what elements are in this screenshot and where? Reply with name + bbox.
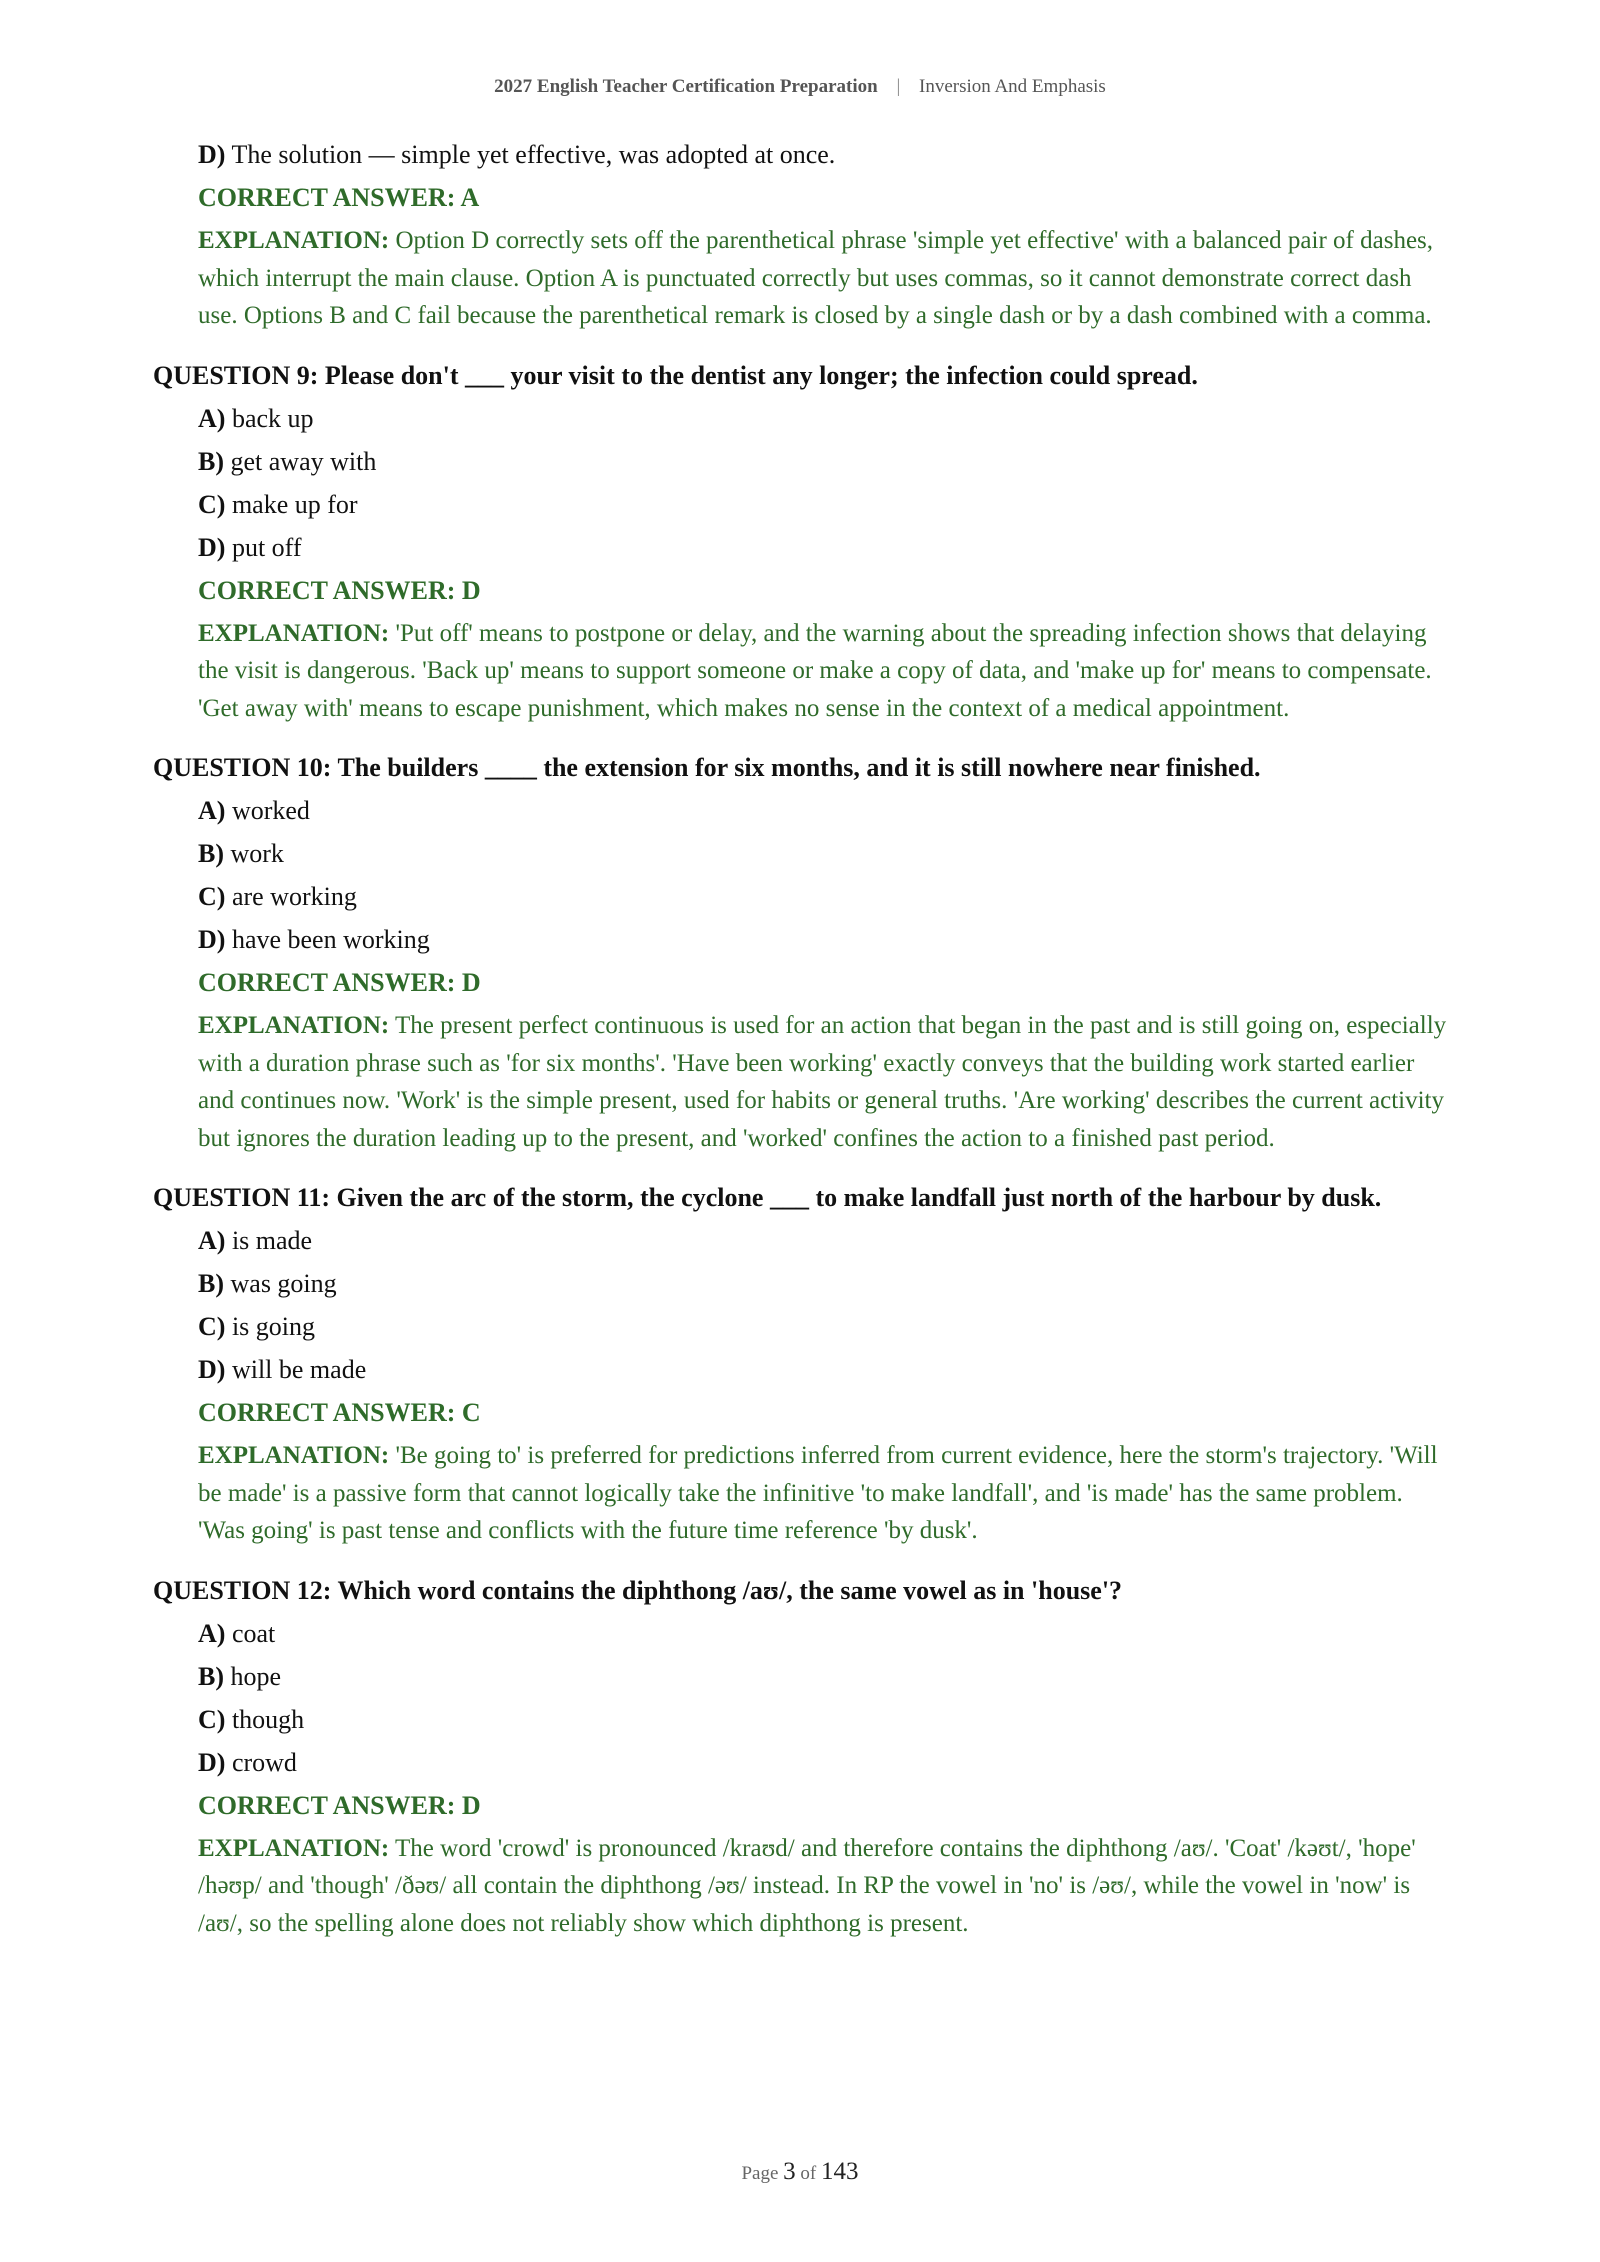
option-text: coat (231, 1618, 276, 1648)
option-letter: D) (198, 1747, 226, 1777)
option-text: make up for (231, 489, 358, 519)
option-letter: A) (198, 796, 226, 825)
option-b (198, 443, 1453, 480)
option-letter: C) (198, 1312, 226, 1341)
option-d (198, 529, 1453, 566)
explanation (198, 1830, 1453, 1943)
option-c (198, 1308, 1453, 1345)
correct-answer: CORRECT ANSWER: D (198, 968, 481, 997)
explanation (198, 222, 1453, 335)
option-letter: D) (198, 532, 226, 562)
option-a (198, 400, 1453, 437)
page-footer (0, 2158, 1600, 2186)
option-letter: B) (198, 839, 224, 868)
option-text: will be made (231, 1355, 367, 1384)
question-block-11 (153, 1179, 1453, 1550)
option-d (198, 1744, 1453, 1781)
explanation (198, 615, 1453, 728)
header-title: 2027 English Teacher Certification Preparation (494, 76, 878, 97)
explanation-text: The word 'crowd' is pronounced /kraʊd/ and therefore contains the diphthong /aʊ/. 'Coat' /kəʊt/, 'hope' /həʊp/ and 'though' /ðəʊ/ all contain the diphthong /əʊ/ instead. In RP the vowel in 'no' is /əʊ/, while the vowel in 'now' is /aʊ/, so the spelling alone does not reliably show which diphthong is present. (198, 1834, 1416, 1937)
option-a (198, 1615, 1453, 1652)
option-text: is going (231, 1312, 316, 1341)
option-letter: C) (198, 489, 226, 519)
option-text: have been working (231, 925, 430, 954)
page-label: Page (741, 2163, 779, 2184)
option-b (198, 1658, 1453, 1695)
option-c (198, 1701, 1453, 1738)
option-a (198, 1222, 1453, 1259)
option-text: back up (231, 403, 314, 433)
question-prompt: QUESTION 12: Which word contains the diphthong /aʊ/, the same vowel as in 'house'? (153, 1575, 1123, 1605)
header-separator: | (896, 76, 901, 97)
option-text: put off (231, 532, 302, 562)
option-letter: B) (198, 1269, 224, 1298)
option-text: work (230, 839, 284, 868)
explanation-text: 'Be going to' is preferred for predictions inferred from current evidence, here the storm's trajectory. 'Will be made' is a passive form that cannot logically take the infinitive 'to make landfall', and 'is made' has the same problem. 'Was going' is past tense and conflicts with the future time reference 'by dusk'. (198, 1442, 1438, 1544)
option-letter: D) (198, 140, 226, 169)
explanation-label: EXPLANATION: (198, 619, 390, 647)
option-letter: D) (198, 925, 226, 954)
option-text: hope (230, 1661, 282, 1691)
option-text: The solution — simple yet effective, was adopted at once. (231, 140, 836, 169)
question-prompt: QUESTION 11: Given the arc of the storm, the cyclone ___ to make landfall just north of the harbour by dusk. (153, 1183, 1382, 1212)
option-text: though (231, 1704, 305, 1734)
option-text: crowd (231, 1747, 297, 1777)
option-letter: C) (198, 882, 226, 911)
question-block-10 (153, 749, 1453, 1157)
option-letter: A) (198, 403, 226, 433)
page-header (0, 76, 1600, 98)
option-b (198, 1265, 1453, 1302)
option-letter: C) (198, 1704, 226, 1734)
option-d (198, 921, 1453, 958)
option-d (198, 136, 1453, 173)
option-letter: A) (198, 1618, 226, 1648)
page-of-label: of (800, 2163, 817, 2184)
option-b (198, 835, 1453, 872)
correct-answer: CORRECT ANSWER: D (198, 575, 481, 605)
question-block-12 (153, 1572, 1453, 1943)
explanation-label: EXPLANATION: (198, 227, 390, 254)
explanation (198, 1007, 1453, 1157)
option-text: worked (231, 796, 310, 825)
explanation-text: The present perfect continuous is used for an action that began in the past and is still going on, especially with a duration phrase such as 'for six months'. 'Have been working' exactly conveys that the building work started earlier and continues now. 'Work' is the simple present, used for habits or general truths. 'Are working' describes the current activity but ignores the duration leading up to the present, and 'worked' confines the action to a finished past period. (198, 1012, 1447, 1152)
option-c (198, 878, 1453, 915)
option-text: is made (231, 1226, 313, 1255)
option-d (198, 1351, 1453, 1388)
explanation-label: EXPLANATION: (198, 1834, 390, 1862)
option-text: are working (231, 882, 357, 911)
page-content (153, 136, 1453, 1964)
option-letter: D) (198, 1355, 226, 1384)
correct-answer: CORRECT ANSWER: A (198, 183, 480, 212)
option-a (198, 792, 1453, 829)
question-prompt: QUESTION 9: Please don't ___ your visit to the dentist any longer; the infection could spread. (153, 360, 1198, 390)
page-current: 3 (783, 2158, 796, 2185)
question-block-9 (153, 357, 1453, 728)
explanation-text: Option D correctly sets off the parenthetical phrase 'simple yet effective' with a balanced pair of dashes, which interrupt the main clause. Option A is punctuated correctly but uses commas, so it cannot demonstrate correct dash use. Options B and C fail because the parenthetical remark is closed by a single dash or by a dash combined with a comma. (198, 227, 1434, 329)
option-letter: A) (198, 1226, 226, 1255)
option-text: get away with (230, 446, 377, 476)
option-c (198, 486, 1453, 523)
option-letter: B) (198, 1661, 224, 1691)
question-prompt: QUESTION 10: The builders ____ the extension for six months, and it is still nowhere near finished. (153, 753, 1261, 782)
option-text: was going (230, 1269, 337, 1298)
explanation-label: EXPLANATION: (198, 1442, 390, 1469)
option-letter: B) (198, 446, 224, 476)
header-section: Inversion And Emphasis (919, 76, 1106, 97)
correct-answer: CORRECT ANSWER: D (198, 1790, 481, 1820)
correct-answer: CORRECT ANSWER: C (198, 1398, 481, 1427)
explanation (198, 1437, 1453, 1550)
page-total: 143 (821, 2158, 859, 2185)
explanation-text: 'Put off' means to postpone or delay, and the warning about the spreading infection shows that delaying the visit is dangerous. 'Back up' means to support someone or make a copy of data, and 'make up for' means to compensate. 'Get away with' means to escape punishment, which makes no sense in the context of a medical appointment. (198, 619, 1432, 722)
explanation-label: EXPLANATION: (198, 1012, 390, 1039)
